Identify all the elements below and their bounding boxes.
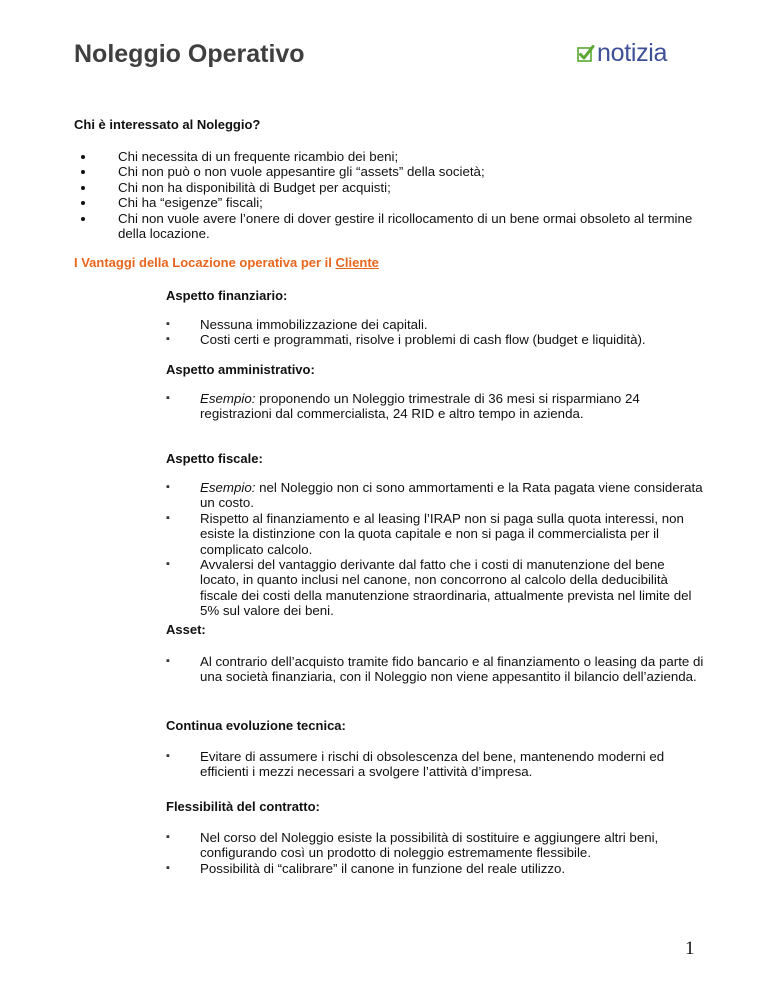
- list-item: ▪ Al contrario dell’acquisto tramite fido bancario e al finanziamento o leasing da parte di una società finanziaria, con il Noleggio non viene appesantito il bilancio dell’azienda.: [166, 654, 706, 685]
- list-item: ▪ Avvalersi del vantaggio derivante dal fatto che i costi di manutenzione del bene locato, in quanto inclusi nel canone, non concorrono al calcolo della deducibilità fiscale dei costi della manutenzione straordinaria, attualmente prevista nel limite del 5% sul valore dei beni.: [166, 557, 706, 619]
- list-item: ▪ Rispetto al finanziamento e al leasing l’IRAP non si paga sulla quota interessi, non esiste la distinzione con la quota capitale e non si paga il commercialista per il complicato calcolo.: [166, 511, 706, 557]
- list-item: ▪ Possibilità di “calibrare” il canone in funzione del reale utilizzo.: [166, 861, 706, 876]
- list-item: Chi ha “esigenze” fiscali;: [74, 195, 714, 210]
- section-flessibilita: [166, 799, 706, 876]
- section-title: Aspetto finanziario:: [166, 288, 288, 303]
- vantaggi-heading-text: I Vantaggi della Locazione operativa per il: [74, 255, 336, 270]
- checkbox-check-icon: [577, 45, 595, 63]
- list-item: ▪ Evitare di assumere i rischi di obsolescenza del bene, mantenendo moderni ed efficienti i mezzi necessari a svolgere l’attività d’impresa.: [166, 749, 706, 780]
- list-item: ▪ Costi certi e programmati, risolve i problemi di cash flow (budget e liquidità).: [166, 332, 706, 347]
- list-item: [166, 480, 706, 511]
- section-title: Aspetto fiscale:: [166, 451, 263, 466]
- section-title: Asset:: [166, 622, 206, 637]
- section-title: Flessibilità del contratto:: [166, 799, 320, 814]
- section-asset: [166, 622, 706, 685]
- section-finanziario: [166, 288, 706, 348]
- list-item: Chi non ha disponibilità di Budget per acquisti;: [74, 180, 714, 195]
- list-item: ▪ Nel corso del Noleggio esiste la possibilità di sostituire e aggiungere altri beni, configurando così un prodotto di noleggio estremamente flessibile.: [166, 830, 706, 861]
- item-text: proponendo un Noleggio trimestrale di 36 mesi si risparmiano 24 registrazioni dal commercialista, 24 RID e altro tempo in azienda.: [200, 391, 640, 422]
- intro-question: Chi è interessato al Noleggio?: [74, 117, 261, 132]
- list-item: Chi non vuole avere l’onere di dover gestire il ricollocamento di un bene ormai obsoleto al termine della locazione.: [74, 211, 714, 242]
- list-item: [166, 391, 706, 422]
- document-title: Noleggio Operativo: [74, 40, 305, 68]
- list-item: Chi non può o non vuole appesantire gli “assets” della società;: [74, 164, 714, 179]
- page-number: 1: [685, 938, 695, 959]
- section-evoluzione: [166, 718, 706, 780]
- logo-text: notizia: [597, 39, 668, 67]
- list-item: Chi necessita di un frequente ricambio dei beni;: [74, 149, 714, 164]
- section-title: Continua evoluzione tecnica:: [166, 718, 346, 733]
- example-label: Esempio:: [200, 480, 256, 495]
- section-title: Aspetto amministrativo:: [166, 362, 315, 377]
- example-label: Esempio:: [200, 391, 256, 406]
- item-text: nel Noleggio non ci sono ammortamenti e la Rata pagata viene considerata un costo.: [200, 480, 703, 511]
- cliente-link[interactable]: Cliente: [335, 255, 379, 270]
- vantaggi-heading: [74, 255, 379, 270]
- list-item: ▪ Nessuna immobilizzazione dei capitali.: [166, 317, 706, 332]
- section-fiscale: [166, 451, 706, 619]
- section-amministrativo: [166, 362, 706, 422]
- intro-list: [74, 149, 714, 241]
